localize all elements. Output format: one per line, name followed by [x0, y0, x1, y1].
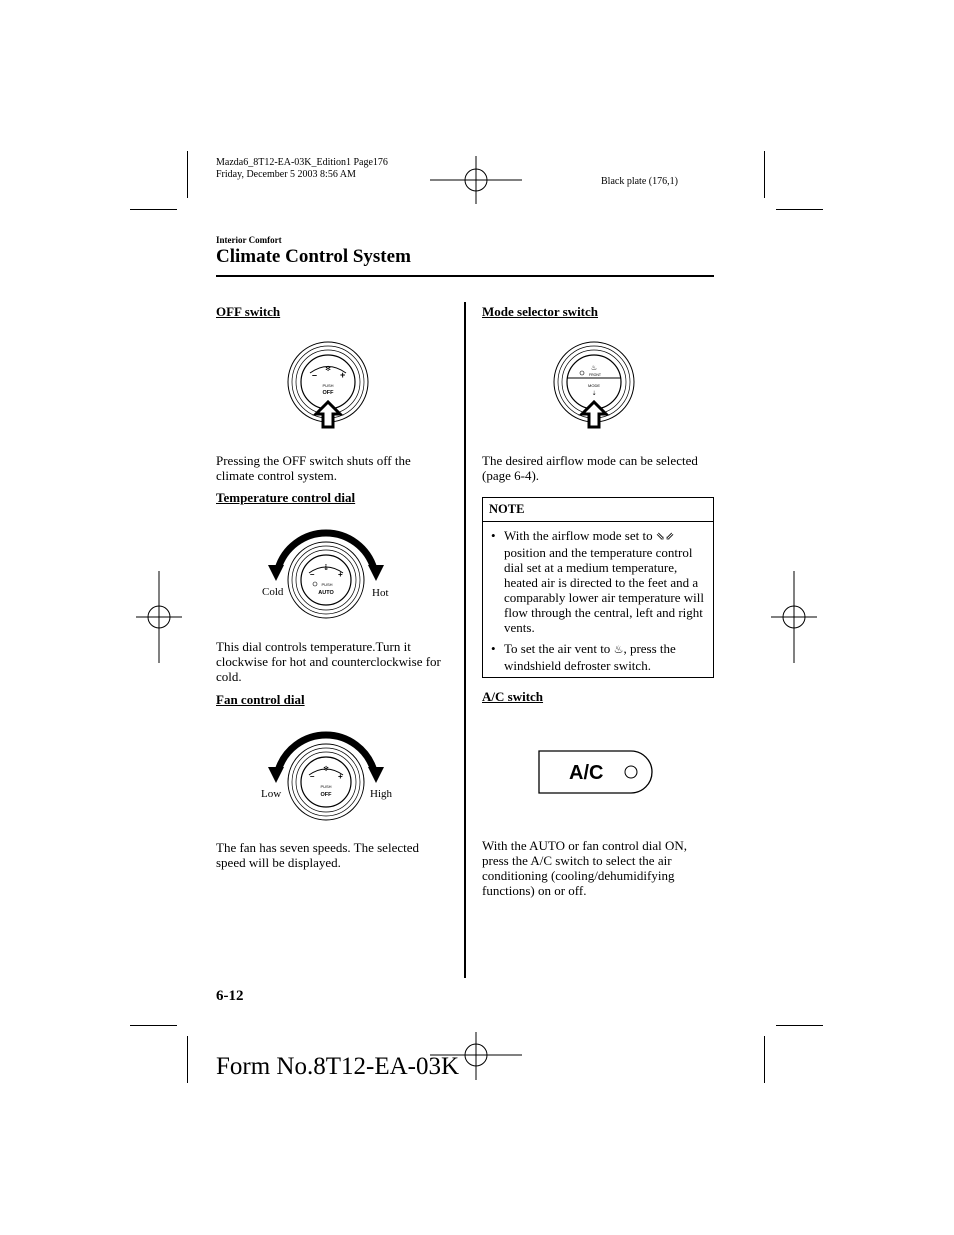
temp-dial-figure [256, 525, 396, 625]
section-label: Interior Comfort [216, 235, 282, 245]
defroster-icon: ♨ [613, 644, 624, 656]
cw-arrow-icon [368, 767, 384, 783]
column-divider [464, 302, 466, 978]
press-arrow-icon [582, 402, 606, 427]
temp-dial-text: This dial controls temperature.Turn it clockwise for hot and counterclockwise for cold. [216, 639, 441, 684]
svg-text:–: – [310, 570, 315, 579]
note-item [489, 641, 707, 673]
mode-switch-heading: Mode selector switch [482, 304, 599, 319]
print-job-line1: Mazda6_8T12-EA-03K_Edition1 Page176 [216, 157, 388, 168]
mode-knob-mode-text: MODE [588, 383, 600, 388]
fan-dial-heading: Fan control dial [216, 692, 305, 707]
page-title: Climate Control System [216, 246, 411, 267]
label-cold: Cold [262, 586, 284, 598]
temp-knob-push-text: PUSH [321, 582, 333, 587]
note-item2-rest: , press the windshield defroster switch. [504, 641, 676, 673]
cw-arrow-icon [368, 565, 384, 581]
plate-label: Black plate (176,1) [601, 176, 678, 187]
ccw-arrow-icon [268, 767, 284, 783]
off-switch-figure [286, 340, 370, 430]
off-switch-heading: OFF switch [216, 304, 281, 319]
fan-knob-off-text: OFF [320, 792, 332, 798]
ac-switch-figure [536, 748, 656, 796]
note-item1-rest: position and the temperature control dial set at a medium temperature, heated air is directed to the feet and a comparably lower air temperature will flow through the central, left and right vents. [504, 545, 704, 635]
label-low: Low [261, 788, 282, 800]
svg-text:+: + [340, 370, 346, 380]
note-item2-lead: To set the air vent to [504, 641, 611, 656]
svg-text:🌡: 🌡 [322, 565, 330, 571]
print-job-info [216, 157, 388, 181]
title-rule [216, 275, 714, 277]
temp-knob-auto-text: AUTO [318, 590, 334, 596]
mode-switch-text: The desired airflow mode can be selected (page 6-4). [482, 453, 698, 483]
off-knob-push-text: PUSH [322, 383, 334, 388]
svg-text:♨: ♨ [590, 365, 598, 372]
ac-switch-text: With the AUTO or fan control dial ON, press the A/C switch to select the air conditioning (cooling/dehumidifying functions) on or off. [482, 838, 688, 898]
page-number: 6-12 [216, 988, 244, 1004]
note-heading: NOTE [483, 498, 713, 522]
svg-text:+: + [338, 570, 343, 579]
ac-switch-heading: A/C switch [482, 689, 544, 704]
note-item [489, 528, 707, 635]
form-number: Form No.8T12-EA-03K [216, 1053, 460, 1080]
mode-knob-front-text: FRONT [588, 373, 602, 377]
fan-dial-text: The fan has seven speeds. The selected speed will be displayed. [216, 840, 419, 870]
off-knob-off-text: OFF [322, 390, 334, 396]
ccw-arrow-icon [268, 565, 284, 581]
ac-button-label: A/C [569, 762, 604, 784]
print-job-line2: Friday, December 5 2003 8:56 AM [216, 169, 356, 180]
mode-switch-figure [552, 340, 636, 430]
note-list [483, 522, 713, 679]
ac-indicator-icon [625, 766, 637, 778]
svg-text:–: – [310, 772, 315, 781]
off-switch-text: Pressing the OFF switch shuts off the climate control system. [216, 453, 411, 483]
temp-dial-heading: Temperature control dial [216, 490, 356, 505]
fan-knob-push-text: PUSH [320, 784, 332, 789]
svg-text:✻: ✻ [323, 766, 329, 773]
note-box [482, 497, 714, 678]
svg-text:+: + [338, 772, 343, 781]
label-high: High [370, 788, 392, 800]
svg-text:✻: ✻ [325, 366, 331, 373]
svg-text:–: – [312, 370, 318, 380]
svg-text:⇣: ⇣ [591, 391, 597, 397]
press-arrow-icon [316, 402, 340, 427]
rotation-arc [278, 533, 374, 569]
note-item1-lead: With the airflow mode set to [504, 528, 653, 543]
fan-dial-figure [256, 727, 396, 827]
label-hot: Hot [372, 587, 389, 599]
floor-vent-icon: ⇘⇙ [655, 531, 675, 543]
